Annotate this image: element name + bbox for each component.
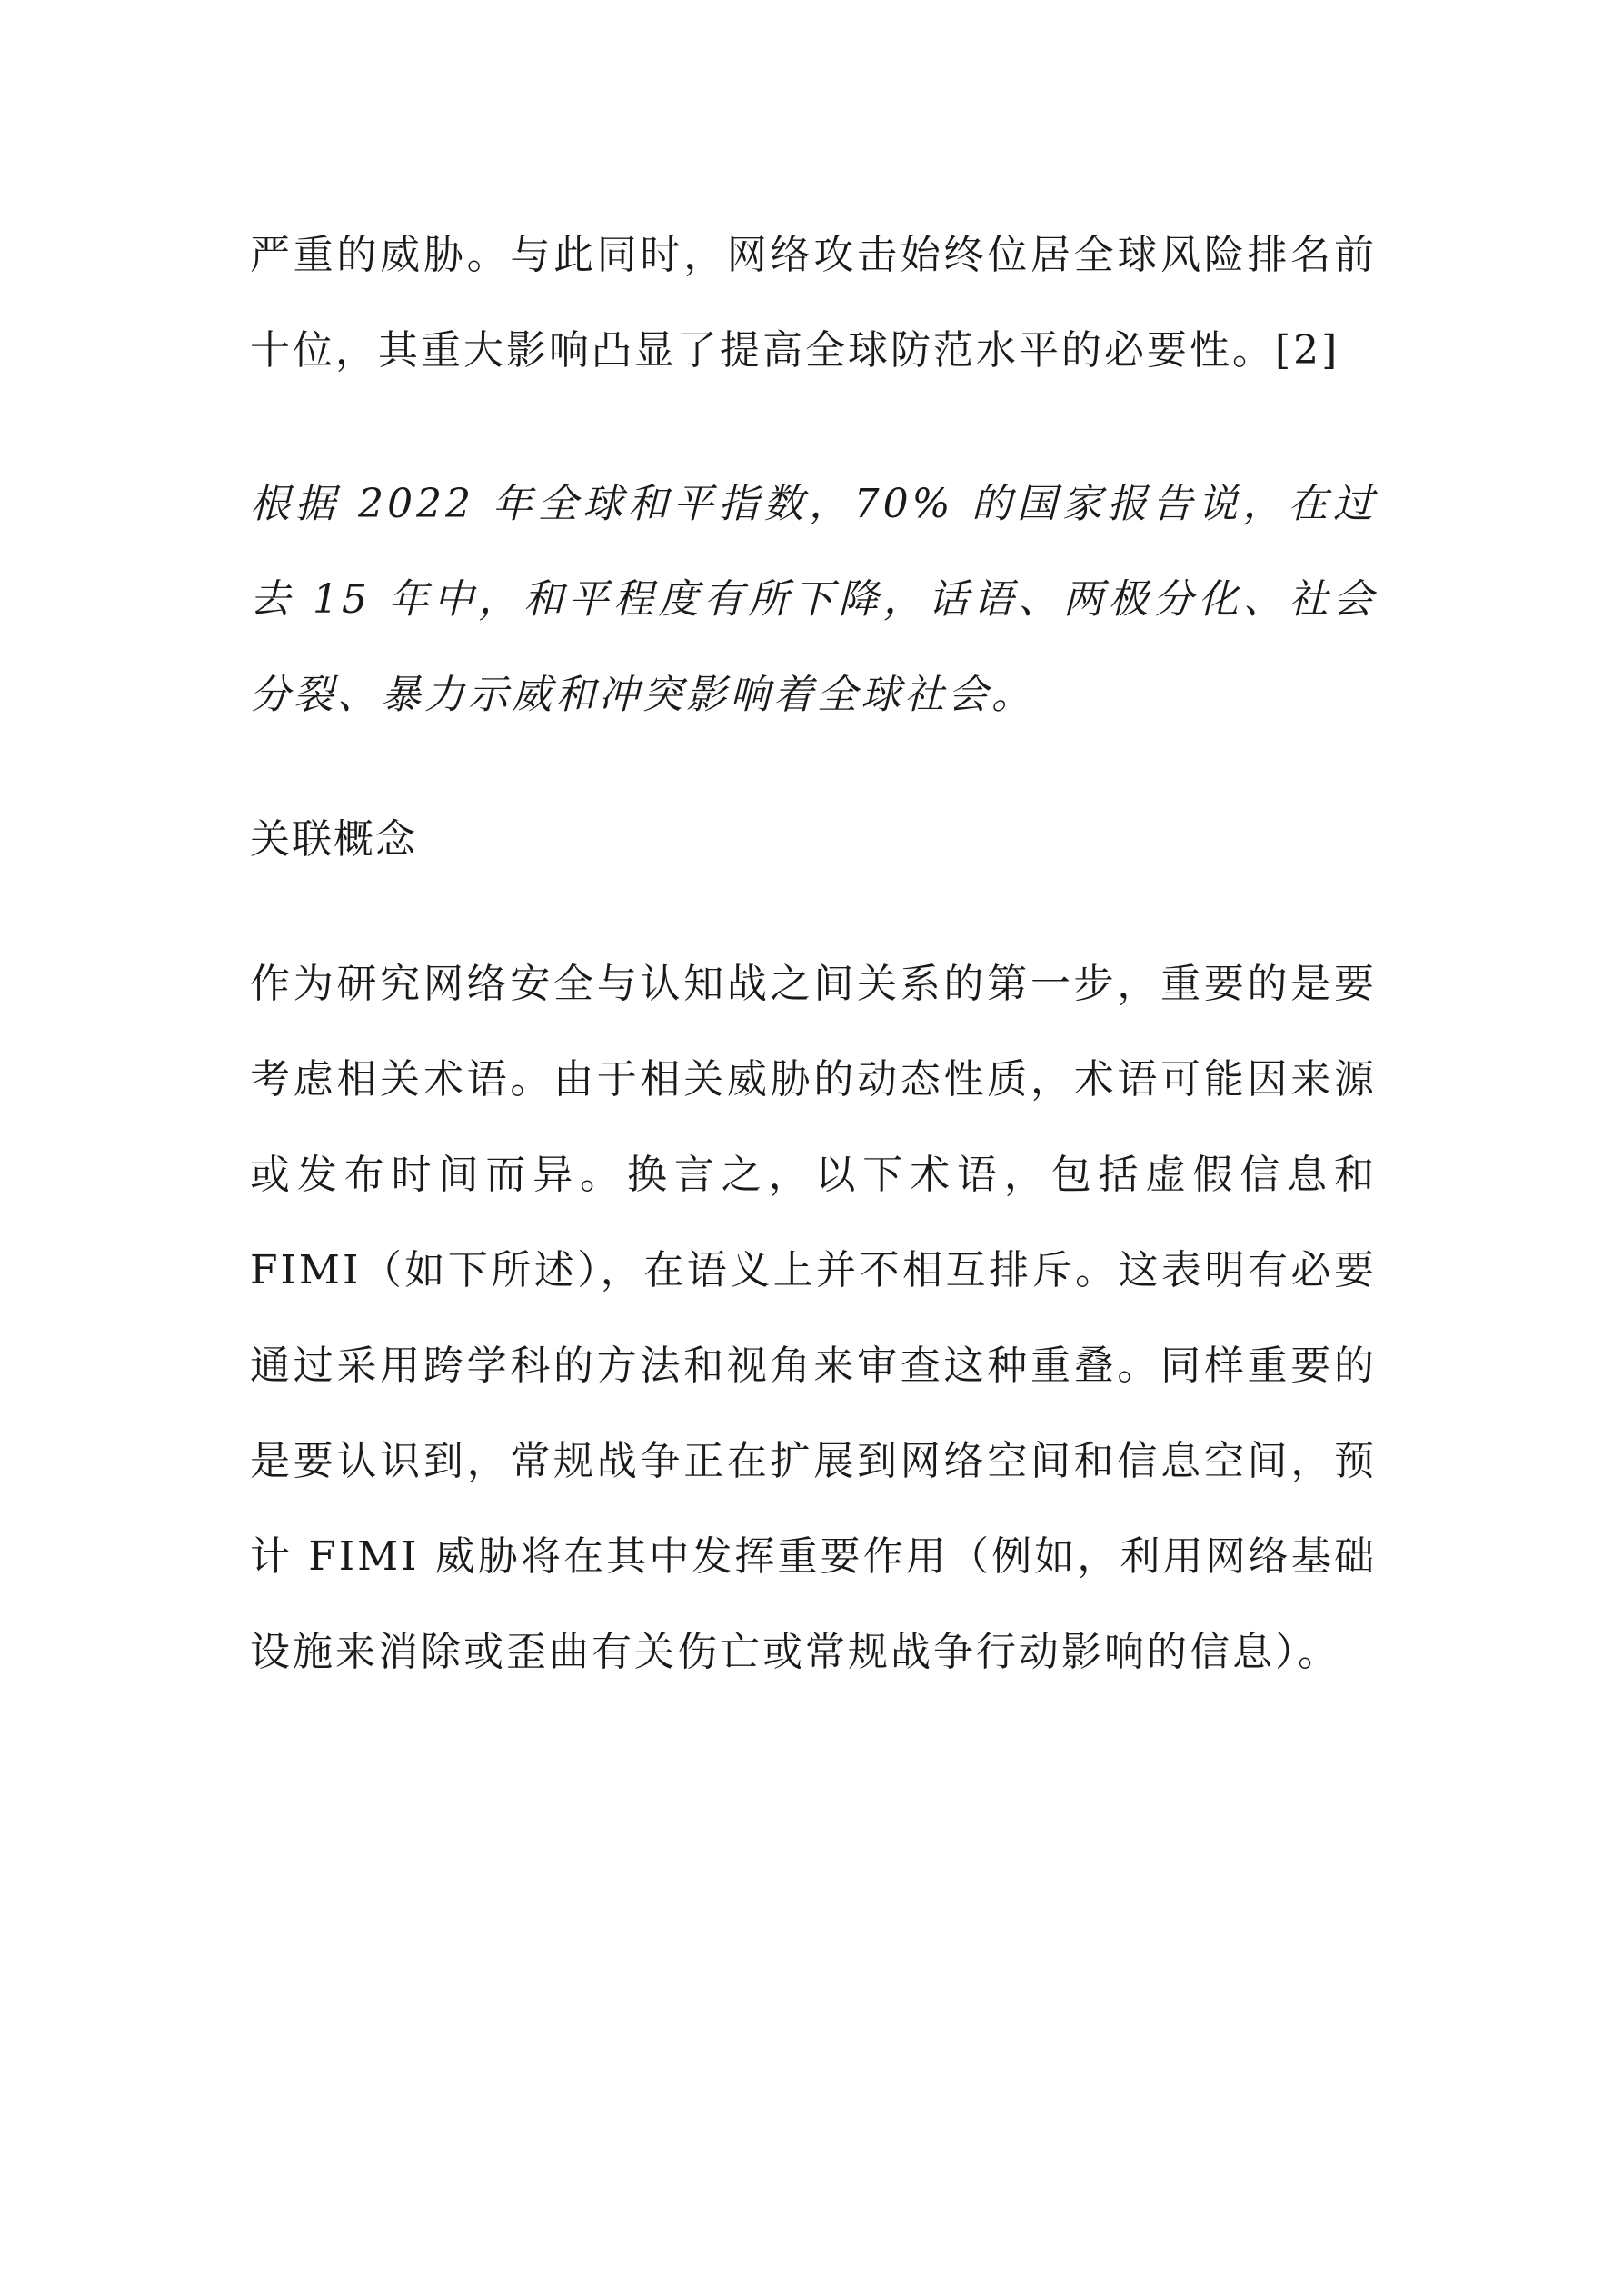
page-content	[250, 207, 1377, 1700]
body-paragraph: 作为研究网络安全与认知战之间关系的第一步，重要的是要考虑相关术语。由于相关威胁的动态性质，术语可能因来源或发布时间而异。换言之，以下术语，包括虚假信息和 FIMI（如下所述），在语义上并不相互排斥。这表明有必要通过采用跨学科的方法和视角来审查这种重叠。同样重要的是要认识到，常规战争正在扩展到网络空间和信息空间，预计 FIMI 威胁将在其中发挥重要作用（例如，利用网络基础设施来消除或歪曲有关伤亡或常规战争行动影响的信息）。	[250, 961, 1377, 1675]
section-heading: 关联概念	[250, 816, 417, 863]
quote-paragraph: 根据 2022 年全球和平指数，70% 的国家报告说，在过去 15 年中，和平程度有所下降，话语、两极分化、社会分裂、暴力示威和冲突影响着全球社会。	[250, 481, 1377, 718]
continued-paragraph: 严重的威胁。与此同时，网络攻击始终位居全球风险排名前十位，其重大影响凸显了提高全球防范水平的必要性。[2]	[250, 232, 1377, 374]
